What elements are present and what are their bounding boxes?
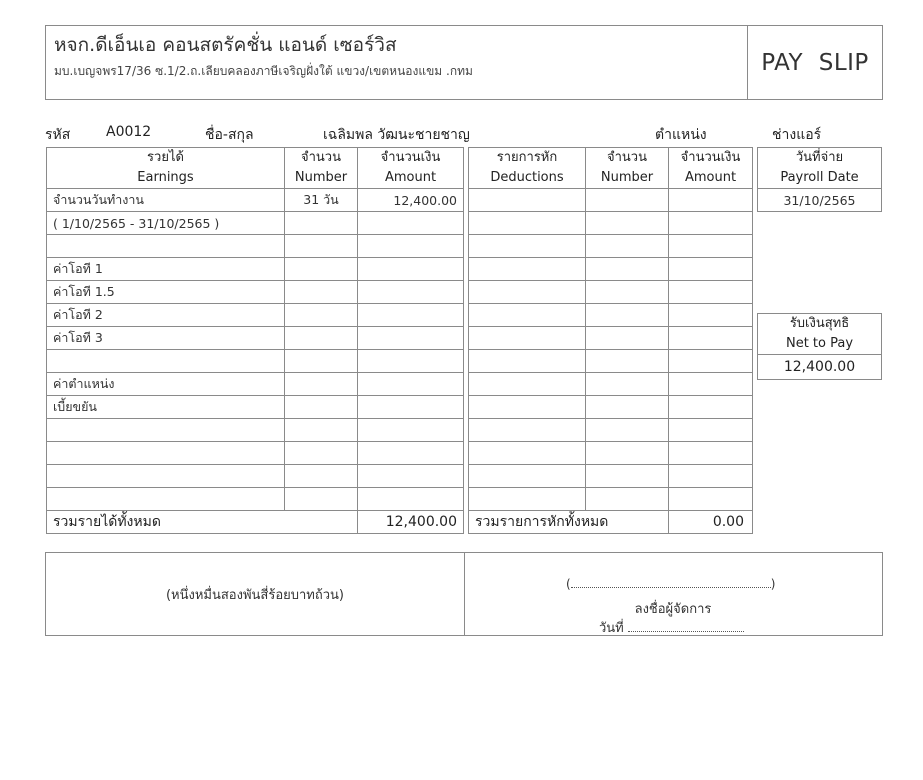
earnings-cell <box>285 281 358 304</box>
deductions-cell <box>669 350 753 373</box>
deductions-row <box>469 258 753 281</box>
earnings-cell <box>285 373 358 396</box>
deductions-cell <box>469 327 586 350</box>
deductions-cell <box>669 189 753 212</box>
deductions-cell <box>469 396 586 419</box>
earnings-cell <box>47 465 285 488</box>
deductions-cell <box>586 235 669 258</box>
earnings-row <box>47 281 464 304</box>
deductions-cell <box>469 258 586 281</box>
earnings-cell <box>285 396 358 419</box>
net-pay-header: รับเงินสุทธิ Net to Pay <box>758 314 882 355</box>
deductions-cell <box>669 373 753 396</box>
payroll-date-value: 31/10/2565 <box>758 189 882 212</box>
deductions-cell <box>669 235 753 258</box>
payroll-date-table <box>757 147 882 212</box>
earnings-row <box>47 304 464 327</box>
deductions-cell <box>669 327 753 350</box>
deductions-cell <box>586 304 669 327</box>
signature-label: ลงชื่อผู้จัดการ <box>634 602 712 617</box>
deductions-row <box>469 212 753 235</box>
earnings-header: รวยได้ Earnings <box>47 148 285 189</box>
earnings-cell <box>358 327 464 350</box>
deductions-cell <box>669 212 753 235</box>
deductions-cell <box>586 488 669 511</box>
deductions-cell <box>586 373 669 396</box>
deductions-cell <box>469 212 586 235</box>
deductions-row <box>469 488 753 511</box>
deductions-cell <box>469 488 586 511</box>
earnings-row <box>47 465 464 488</box>
deductions-cell <box>586 396 669 419</box>
employee-id: A0012 <box>106 124 152 140</box>
deductions-cell <box>469 442 586 465</box>
deductions-cell <box>469 304 586 327</box>
earnings-row <box>47 258 464 281</box>
deductions-cell <box>669 281 753 304</box>
earnings-cell <box>47 350 285 373</box>
earnings-row <box>47 419 464 442</box>
earnings-row <box>47 212 464 235</box>
deductions-cell <box>669 258 753 281</box>
earnings-cell <box>358 350 464 373</box>
earnings-cell <box>358 235 464 258</box>
deductions-amount-header: จำนวนเงิน Amount <box>669 148 753 189</box>
earnings-cell: ( 1/10/2565 - 31/10/2565 ) <box>47 212 285 235</box>
deductions-row <box>469 442 753 465</box>
deductions-cell <box>586 327 669 350</box>
deductions-cell <box>469 235 586 258</box>
signature-line: ( ) <box>566 577 776 591</box>
deductions-cell <box>669 396 753 419</box>
earnings-cell <box>285 304 358 327</box>
earnings-cell: เบี้ยขยัน <box>47 396 285 419</box>
net-pay-table <box>757 313 882 380</box>
earnings-total-label: รวมรายได้ทั้งหมด <box>47 511 358 534</box>
deductions-cell <box>469 281 586 304</box>
deductions-cell <box>669 488 753 511</box>
deductions-cell <box>469 465 586 488</box>
earnings-cell: ค่าโอที 1 <box>47 258 285 281</box>
deductions-cell <box>586 465 669 488</box>
deductions-cell <box>669 442 753 465</box>
net-pay-value: 12,400.00 <box>758 355 882 380</box>
employee-name: เฉลิมพล วัฒนะชายชาญ <box>323 127 470 143</box>
deductions-cell <box>586 189 669 212</box>
earnings-cell <box>358 304 464 327</box>
deductions-row <box>469 189 753 212</box>
deductions-cell <box>669 304 753 327</box>
earnings-total-value: 12,400.00 <box>358 511 464 534</box>
earnings-cell <box>358 373 464 396</box>
earnings-cell <box>285 327 358 350</box>
deductions-cell <box>669 419 753 442</box>
employee-id-label: รหัส <box>45 127 71 143</box>
earnings-cell <box>285 419 358 442</box>
earnings-cell <box>47 442 285 465</box>
deductions-row <box>469 465 753 488</box>
earnings-row <box>47 235 464 258</box>
deductions-cell <box>586 258 669 281</box>
deductions-row <box>469 419 753 442</box>
deductions-cell <box>469 350 586 373</box>
earnings-cell <box>358 442 464 465</box>
deductions-cell <box>469 189 586 212</box>
payslip-title: PAY SLIP <box>761 49 869 76</box>
earnings-cell <box>285 350 358 373</box>
earnings-row <box>47 189 464 212</box>
earnings-row <box>47 442 464 465</box>
deductions-cell <box>586 281 669 304</box>
deductions-cell <box>586 442 669 465</box>
earnings-cell <box>285 258 358 281</box>
deductions-cell <box>586 350 669 373</box>
earnings-cell <box>358 465 464 488</box>
earnings-cell <box>47 419 285 442</box>
earnings-row <box>47 373 464 396</box>
deductions-row <box>469 373 753 396</box>
deductions-cell <box>669 465 753 488</box>
employee-name-label: ชื่อ-สกุล <box>205 127 254 143</box>
payroll-date-header: วันที่จ่าย Payroll Date <box>758 148 882 189</box>
deductions-row <box>469 304 753 327</box>
payslip-footer <box>45 552 883 636</box>
earnings-cell: ค่าโอที 2 <box>47 304 285 327</box>
deductions-row <box>469 350 753 373</box>
employee-position-label: ตำแหน่ง <box>655 127 707 143</box>
earnings-cell <box>358 212 464 235</box>
company-address: มบ.เบญจพร17/36 ซ.1/2.ถ.เลียบคลองภาษีเจริญฝั่งใต้ แขวง/เขตหนองแขม .กทม <box>54 64 473 78</box>
company-name: หจก.ดีเอ็นเอ คอนสตรัคชั่น แอนด์ เซอร์วิส <box>54 34 397 56</box>
earnings-row <box>47 327 464 350</box>
earnings-row <box>47 350 464 373</box>
deductions-table <box>468 147 753 534</box>
footer-divider <box>464 553 465 635</box>
deductions-cell <box>586 212 669 235</box>
amount-in-words: (หนึ่งหมื่นสองพันสี่ร้อยบาทถ้วน) <box>165 587 345 603</box>
deductions-row <box>469 396 753 419</box>
earnings-cell: จำนวนวันทำงาน <box>47 189 285 212</box>
deductions-cell <box>586 419 669 442</box>
deductions-total-value: 0.00 <box>669 511 753 534</box>
earnings-row <box>47 396 464 419</box>
earnings-cell: 12,400.00 <box>358 189 464 212</box>
earnings-cell <box>47 488 285 511</box>
earnings-cell <box>47 235 285 258</box>
earnings-amount-header: จำนวนเงิน Amount <box>358 148 464 189</box>
deductions-row <box>469 235 753 258</box>
earnings-cell <box>358 488 464 511</box>
earnings-cell <box>358 419 464 442</box>
earnings-cell <box>358 396 464 419</box>
deductions-number-header: จำนวน Number <box>586 148 669 189</box>
earnings-cell: 31 วัน <box>285 189 358 212</box>
earnings-cell: ค่าตำแหน่ง <box>47 373 285 396</box>
earnings-cell: ค่าโอที 1.5 <box>47 281 285 304</box>
earnings-cell <box>358 258 464 281</box>
payslip-header <box>45 25 883 100</box>
deductions-cell <box>469 419 586 442</box>
earnings-number-header: จำนวน Number <box>285 148 358 189</box>
deductions-total-label: รวมรายการหักทั้งหมด <box>469 511 669 534</box>
deductions-header: รายการหัก Deductions <box>469 148 586 189</box>
deductions-row <box>469 327 753 350</box>
earnings-row <box>47 488 464 511</box>
earnings-cell <box>358 281 464 304</box>
deductions-row <box>469 281 753 304</box>
signature-date: วันที่ <box>599 617 744 638</box>
earnings-cell <box>285 442 358 465</box>
earnings-cell <box>285 465 358 488</box>
earnings-cell <box>285 235 358 258</box>
earnings-table <box>46 147 464 534</box>
earnings-cell: ค่าโอที 3 <box>47 327 285 350</box>
employee-position: ช่างแอร์ <box>772 127 822 143</box>
earnings-cell <box>285 488 358 511</box>
earnings-cell <box>285 212 358 235</box>
deductions-cell <box>469 373 586 396</box>
